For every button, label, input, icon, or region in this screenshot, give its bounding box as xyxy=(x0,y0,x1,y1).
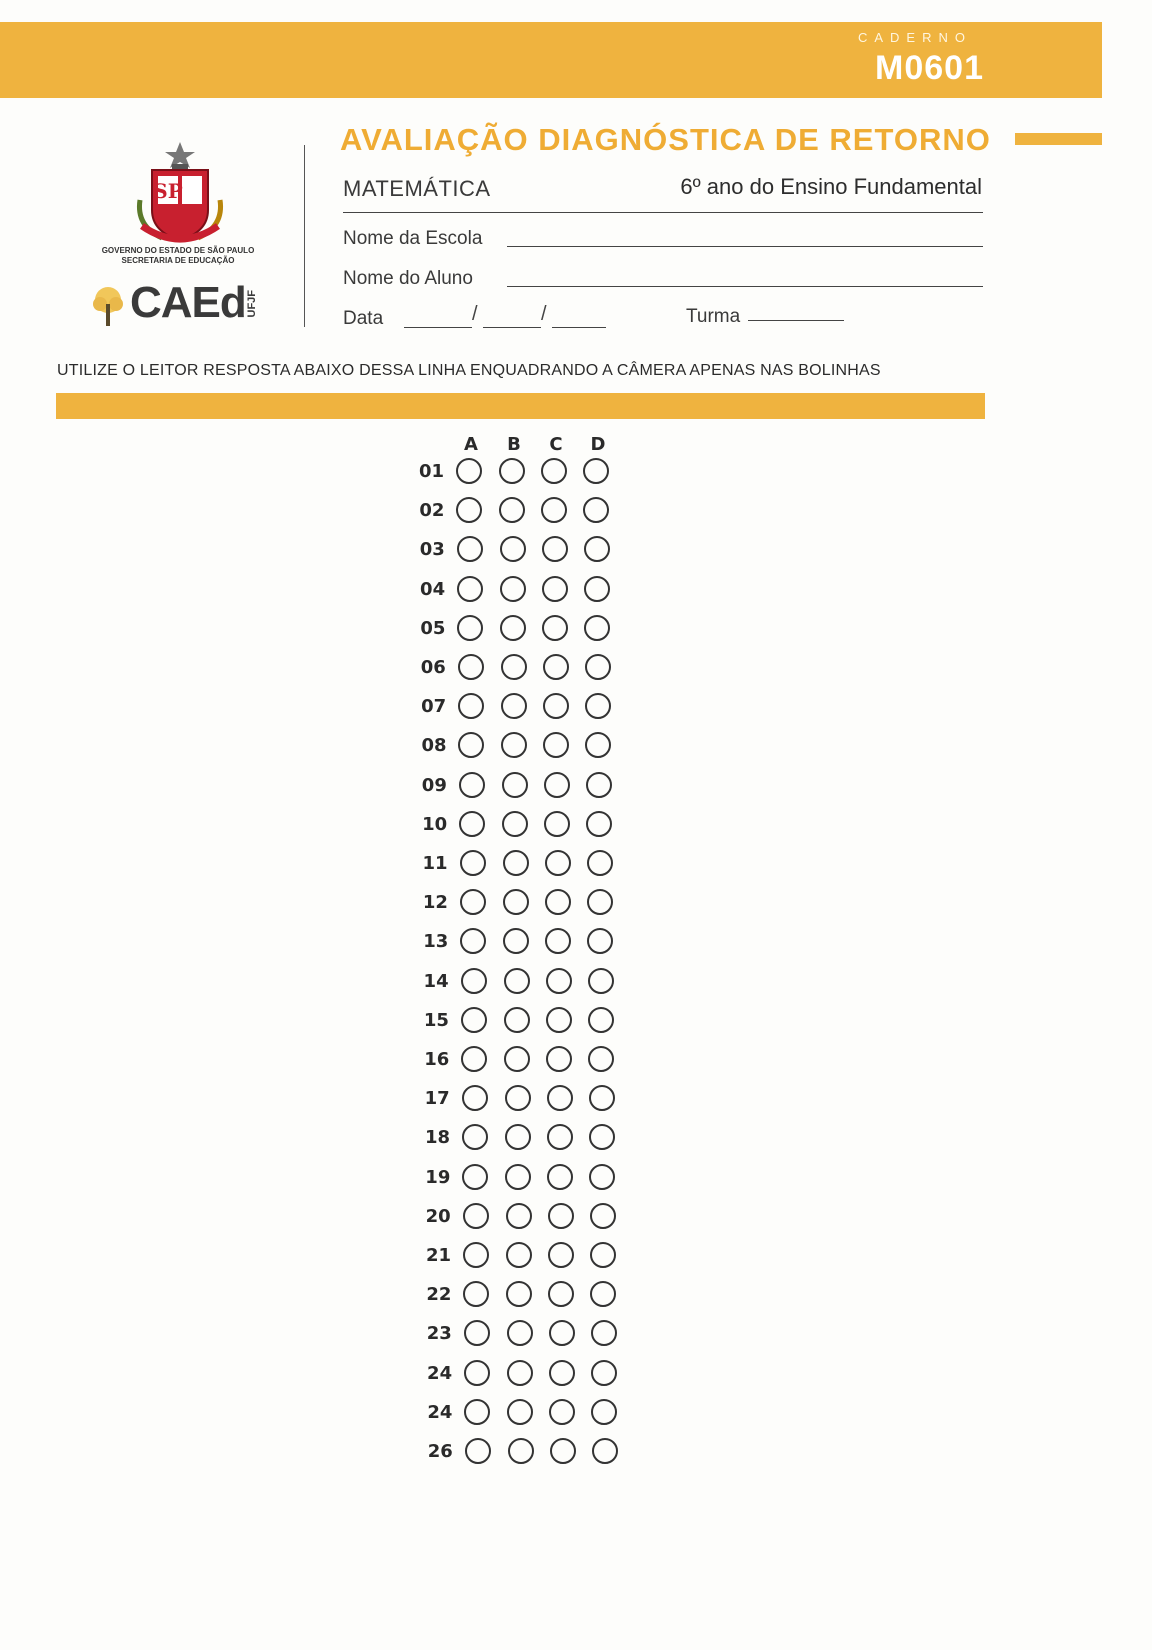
answer-bubble-d[interactable] xyxy=(591,1399,617,1425)
answer-bubble-a[interactable] xyxy=(459,811,485,837)
answer-bubble-c[interactable] xyxy=(547,1124,573,1150)
question-number: 21 xyxy=(426,1245,452,1266)
answer-bubble-b[interactable] xyxy=(503,850,529,876)
class-label: Turma xyxy=(686,306,741,327)
answer-bubble-b[interactable] xyxy=(504,1007,530,1033)
answer-bubble-d[interactable] xyxy=(584,576,610,602)
question-row xyxy=(428,1436,648,1470)
question-number: 24 xyxy=(427,1362,453,1384)
question-number: 03 xyxy=(419,539,445,561)
answer-bubble-d[interactable] xyxy=(588,1046,614,1072)
answer-bubble-a[interactable] xyxy=(462,1124,488,1150)
answer-bubble-a[interactable] xyxy=(464,1399,490,1425)
answer-bubble-a[interactable] xyxy=(459,772,485,798)
answer-bubble-d[interactable] xyxy=(583,497,609,523)
question-number: 14 xyxy=(423,970,449,992)
question-number: 12 xyxy=(422,892,448,914)
answer-bubble-b[interactable] xyxy=(499,458,525,484)
answer-bubble-b[interactable] xyxy=(501,693,527,719)
answer-bubble-d[interactable] xyxy=(592,1438,618,1464)
question-row xyxy=(427,1318,647,1352)
scanner-instruction: UTILIZE O LEITOR RESPOSTA ABAIXO DESSA LINHA ENQUADRANDO A CÂMERA APENAS NAS BOLINHAS xyxy=(57,362,881,379)
answer-bubble-b[interactable] xyxy=(506,1203,532,1229)
question-number: 15 xyxy=(423,1009,449,1031)
answer-bubble-a[interactable] xyxy=(463,1242,489,1268)
answer-bubble-c[interactable] xyxy=(549,1360,575,1386)
caed-wordmark: CAEd xyxy=(130,278,246,327)
question-number: 10 xyxy=(422,813,448,835)
answer-bubble-d[interactable] xyxy=(591,1320,617,1346)
answer-bubble-b[interactable] xyxy=(503,928,529,954)
question-row xyxy=(423,926,643,960)
option-header-a: A xyxy=(464,434,478,455)
question-row xyxy=(426,1279,646,1313)
answer-bubble-b[interactable] xyxy=(502,772,528,798)
question-row xyxy=(424,1005,644,1039)
question-row xyxy=(420,534,640,568)
answer-bubble-d[interactable] xyxy=(587,928,613,954)
school-name-label: Nome da Escola xyxy=(343,228,483,249)
answer-bubble-c[interactable] xyxy=(544,811,570,837)
question-number: 05 xyxy=(420,617,446,639)
question-number: 17 xyxy=(424,1088,450,1110)
answer-bubble-d[interactable] xyxy=(590,1281,616,1307)
answer-bubble-b[interactable] xyxy=(500,536,526,562)
question-row xyxy=(419,495,639,529)
answer-bubble-a[interactable] xyxy=(461,1007,487,1033)
answer-bubble-c[interactable] xyxy=(544,772,570,798)
answer-bubble-c[interactable] xyxy=(545,850,571,876)
question-row xyxy=(427,1358,647,1392)
answer-bubble-c[interactable] xyxy=(546,1007,572,1033)
question-row xyxy=(424,966,644,1000)
answer-bubble-c[interactable] xyxy=(543,732,569,758)
question-row xyxy=(421,691,641,725)
question-number: 08 xyxy=(421,735,447,757)
question-row xyxy=(426,1240,646,1274)
answer-bubble-c[interactable] xyxy=(541,497,567,523)
answer-bubble-d[interactable] xyxy=(589,1164,615,1190)
question-row xyxy=(426,1201,646,1235)
answer-bubble-d[interactable] xyxy=(586,811,612,837)
answer-bubble-d[interactable] xyxy=(590,1242,616,1268)
gov-line-1: GOVERNO DO ESTADO DE SÃO PAULO xyxy=(101,246,255,255)
answer-bubble-d[interactable] xyxy=(585,732,611,758)
answer-bubble-d[interactable] xyxy=(591,1360,617,1386)
question-number: 16 xyxy=(424,1049,450,1070)
question-number: 11 xyxy=(422,853,448,874)
answer-bubble-d[interactable] xyxy=(589,1085,615,1111)
answer-bubble-c[interactable] xyxy=(548,1203,574,1229)
answer-bubble-c[interactable] xyxy=(547,1085,573,1111)
answer-bubble-b[interactable] xyxy=(506,1242,532,1268)
answer-bubble-a[interactable] xyxy=(458,654,484,680)
question-row xyxy=(425,1162,645,1196)
question-number: 04 xyxy=(420,578,446,600)
subject: MATEMÁTICA xyxy=(343,176,491,201)
answer-bubble-d[interactable] xyxy=(583,458,609,484)
date-month-field[interactable] xyxy=(483,327,541,328)
answer-bubble-b[interactable] xyxy=(508,1438,534,1464)
school-name-field[interactable] xyxy=(507,246,983,247)
answer-bubble-d[interactable] xyxy=(589,1124,615,1150)
scan-band xyxy=(56,393,985,419)
answer-bubble-b[interactable] xyxy=(506,1281,532,1307)
question-row xyxy=(422,809,642,843)
answer-bubble-d[interactable] xyxy=(584,615,610,641)
question-row xyxy=(420,574,640,608)
answer-bubble-a[interactable] xyxy=(456,458,482,484)
top-header-band xyxy=(0,22,1102,98)
answer-bubble-a[interactable] xyxy=(457,576,483,602)
answer-bubble-a[interactable] xyxy=(463,1203,489,1229)
answer-bubble-a[interactable] xyxy=(461,968,487,994)
answer-bubble-d[interactable] xyxy=(587,889,613,915)
question-row xyxy=(425,1083,645,1117)
question-number: 26 xyxy=(427,1441,453,1462)
answer-bubble-b[interactable] xyxy=(504,968,530,994)
crest-letters: SP xyxy=(153,179,183,203)
date-separator: / xyxy=(472,303,478,325)
answer-bubble-a[interactable] xyxy=(464,1360,490,1386)
question-number: 13 xyxy=(423,931,449,953)
question-number: 09 xyxy=(421,774,447,796)
answer-bubble-b[interactable] xyxy=(500,576,526,602)
answer-bubble-d[interactable] xyxy=(586,772,612,798)
answer-bubble-b[interactable] xyxy=(505,1085,531,1111)
question-number: 01 xyxy=(419,461,445,482)
question-number: 23 xyxy=(426,1323,452,1345)
title-accent-bar xyxy=(1015,133,1102,145)
question-number: 24 xyxy=(427,1401,453,1423)
question-row xyxy=(422,770,642,804)
question-number: 02 xyxy=(419,500,445,522)
question-number: 07 xyxy=(421,696,447,718)
answer-bubble-d[interactable] xyxy=(590,1203,616,1229)
answer-bubble-d[interactable] xyxy=(588,968,614,994)
answer-bubble-a[interactable] xyxy=(460,850,486,876)
answer-bubble-c[interactable] xyxy=(546,968,572,994)
answer-bubble-b[interactable] xyxy=(507,1399,533,1425)
class-field[interactable] xyxy=(748,320,844,321)
answer-bubble-a[interactable] xyxy=(456,497,482,523)
answer-bubble-c[interactable] xyxy=(549,1320,575,1346)
answer-bubble-a[interactable] xyxy=(460,889,486,915)
question-row xyxy=(427,1397,647,1431)
question-number: 22 xyxy=(426,1284,452,1306)
answer-bubble-b[interactable] xyxy=(503,889,529,915)
answer-bubble-a[interactable] xyxy=(465,1438,491,1464)
question-row xyxy=(423,887,643,921)
answer-bubble-c[interactable] xyxy=(542,576,568,602)
question-row xyxy=(419,456,639,490)
answer-bubble-a[interactable] xyxy=(458,693,484,719)
answer-bubble-d[interactable] xyxy=(585,693,611,719)
answer-bubble-c[interactable] xyxy=(548,1281,574,1307)
answer-bubble-a[interactable] xyxy=(460,928,486,954)
question-row xyxy=(421,652,641,686)
date-day-field[interactable] xyxy=(404,327,472,328)
answer-bubble-b[interactable] xyxy=(501,732,527,758)
tree-icon xyxy=(90,284,126,328)
answer-bubble-a[interactable] xyxy=(463,1281,489,1307)
date-label: Data xyxy=(343,308,384,329)
sp-crest-icon xyxy=(132,140,228,250)
question-row xyxy=(425,1122,645,1156)
answer-bubble-c[interactable] xyxy=(543,693,569,719)
answer-bubble-b[interactable] xyxy=(499,497,525,523)
answer-bubble-c[interactable] xyxy=(546,1046,572,1072)
answer-bubble-c[interactable] xyxy=(542,536,568,562)
title-rule xyxy=(343,212,983,213)
answer-bubble-d[interactable] xyxy=(587,850,613,876)
question-row xyxy=(420,613,640,647)
answer-bubble-a[interactable] xyxy=(464,1320,490,1346)
answer-bubble-a[interactable] xyxy=(462,1164,488,1190)
answer-bubble-c[interactable] xyxy=(541,458,567,484)
answer-bubble-b[interactable] xyxy=(504,1046,530,1072)
answer-bubble-c[interactable] xyxy=(545,928,571,954)
question-number: 06 xyxy=(420,657,446,678)
date-separator: / xyxy=(541,303,547,325)
header-divider xyxy=(304,145,305,327)
answer-bubble-a[interactable] xyxy=(458,732,484,758)
answer-bubble-b[interactable] xyxy=(507,1360,533,1386)
caed-logo xyxy=(88,278,278,334)
student-name-field[interactable] xyxy=(507,286,983,287)
ufjf-wordmark: UFJF xyxy=(246,290,258,318)
answer-bubble-c[interactable] xyxy=(543,654,569,680)
page-title: AVALIAÇÃO DIAGNÓSTICA DE RETORNO xyxy=(340,122,991,157)
answer-bubble-b[interactable] xyxy=(505,1164,531,1190)
option-header-d: D xyxy=(590,434,606,455)
answer-bubble-a[interactable] xyxy=(461,1046,487,1072)
answer-bubble-d[interactable] xyxy=(584,536,610,562)
student-name-label: Nome do Aluno xyxy=(343,268,473,289)
caderno-code: M0601 xyxy=(875,49,984,87)
gov-line-2: SECRETARIA DE EDUCAÇÃO xyxy=(121,256,235,265)
answer-bubble-c[interactable] xyxy=(545,889,571,915)
answer-bubble-c[interactable] xyxy=(549,1399,575,1425)
date-year-field[interactable] xyxy=(552,327,606,328)
question-number: 18 xyxy=(424,1127,450,1149)
caderno-label: CADERNO xyxy=(857,30,972,45)
answer-bubble-b[interactable] xyxy=(507,1320,533,1346)
answer-bubble-a[interactable] xyxy=(457,536,483,562)
answer-bubble-d[interactable] xyxy=(585,654,611,680)
answer-bubble-c[interactable] xyxy=(548,1242,574,1268)
answer-bubble-b[interactable] xyxy=(505,1124,531,1150)
option-header-c: C xyxy=(549,434,563,455)
answer-bubble-b[interactable] xyxy=(502,811,528,837)
question-number: 19 xyxy=(425,1166,451,1188)
answer-bubble-c[interactable] xyxy=(547,1164,573,1190)
logo-block xyxy=(88,140,268,330)
answer-bubble-a[interactable] xyxy=(457,615,483,641)
question-row xyxy=(424,1044,644,1078)
question-number: 20 xyxy=(425,1205,451,1227)
answer-bubble-d[interactable] xyxy=(588,1007,614,1033)
option-header-b: B xyxy=(507,434,521,455)
answer-bubble-b[interactable] xyxy=(500,615,526,641)
question-row xyxy=(421,730,641,764)
answer-bubble-b[interactable] xyxy=(501,654,527,680)
answer-bubble-a[interactable] xyxy=(462,1085,488,1111)
answer-bubble-c[interactable] xyxy=(550,1438,576,1464)
question-row xyxy=(423,848,643,882)
grade-level: 6º ano do Ensino Fundamental xyxy=(680,174,982,199)
answer-bubble-c[interactable] xyxy=(542,615,568,641)
